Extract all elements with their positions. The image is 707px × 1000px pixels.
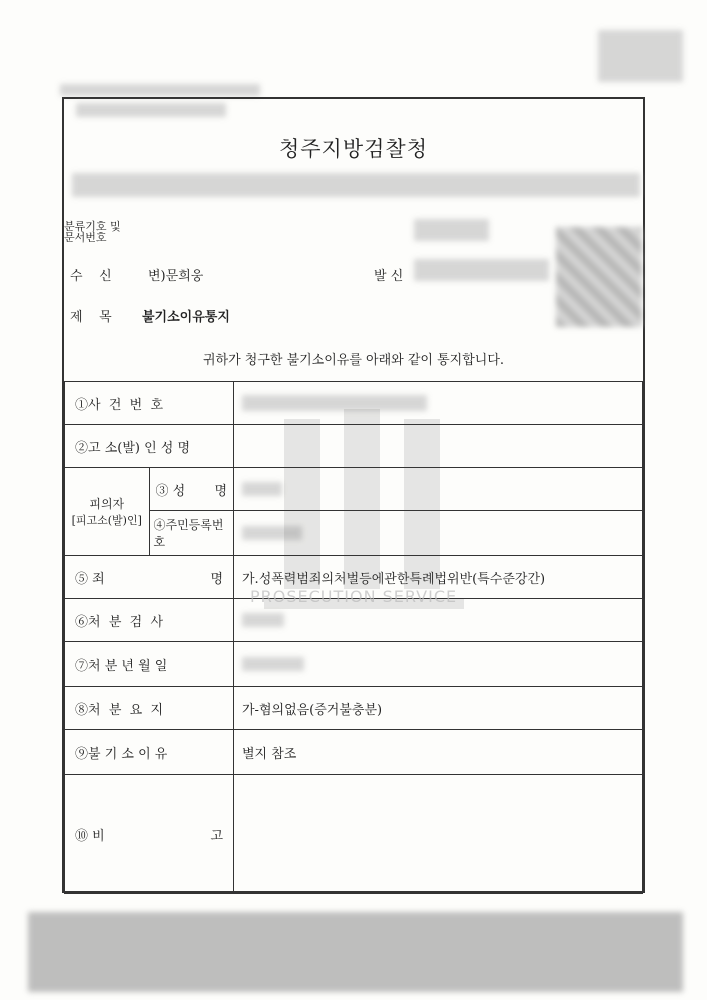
date-label: ⑦처 분 년 월 일 xyxy=(65,642,234,687)
redacted-case-number xyxy=(242,395,427,411)
resident-id-label: ④주민등록번호 xyxy=(149,511,234,556)
disposition-value: 가-혐의없음(증거불충분) xyxy=(234,687,643,730)
recipient-value: 변)문희웅 xyxy=(148,269,204,284)
complainant-value xyxy=(234,425,643,468)
document-title: 청주지방검찰청 xyxy=(278,137,428,161)
redacted-date xyxy=(242,657,304,671)
redacted-address-line xyxy=(72,173,640,197)
subject-value: 불기소이유통지 xyxy=(142,310,230,325)
redacted-header-left xyxy=(60,84,260,96)
disposition-label: ⑧처 분 요 지 xyxy=(65,687,234,730)
remarks-label: ⑩ 비 고 xyxy=(65,775,234,894)
subject-label: 제 목 xyxy=(70,310,112,325)
table-row xyxy=(65,382,643,425)
redacted-resident-id xyxy=(242,526,302,540)
case-number-label: ①사 건 번 호 xyxy=(65,382,234,425)
crime-value: 가.성폭력범죄의처벌등에관한특례법위반(특수준강간) xyxy=(234,556,643,599)
crime-label: ⑤ 죄 명 xyxy=(65,556,234,599)
table-row xyxy=(65,468,643,511)
table-row xyxy=(65,642,643,687)
classification-label: 분류기호 및 문서번호 xyxy=(64,220,121,244)
reason-label: ⑨불 기 소 이 유 xyxy=(65,730,234,775)
redacted-name xyxy=(242,482,282,496)
remarks-value xyxy=(234,775,643,894)
table-row xyxy=(65,730,643,775)
prosecutor-label: ⑥처 분 검 사 xyxy=(65,599,234,642)
name-value xyxy=(234,468,643,511)
redacted-prosecutor xyxy=(242,613,284,627)
table-row xyxy=(65,425,643,468)
disposition-table xyxy=(64,381,643,894)
table-row xyxy=(65,511,643,556)
complainant-label: ②고 소(발) 인 성 명 xyxy=(65,425,234,468)
table-row xyxy=(65,687,643,730)
suspect-group-label: 피의자 [피고소(발)인] xyxy=(65,468,150,556)
sender-label: 발 신 xyxy=(374,269,404,284)
name-label: ③ 성 명 xyxy=(149,468,234,511)
case-number-value xyxy=(234,382,643,425)
recipient-label: 수 신 xyxy=(70,269,112,284)
redacted-document-number xyxy=(414,219,489,241)
redacted-header-right xyxy=(598,30,683,82)
table-row xyxy=(65,775,643,894)
redacted-top-line xyxy=(76,103,226,117)
date-value xyxy=(234,642,643,687)
redacted-seal xyxy=(556,227,642,327)
redacted-footer xyxy=(28,912,683,992)
reason-value: 별지 참조 xyxy=(234,730,643,775)
redacted-sender xyxy=(414,259,549,281)
resident-id-value xyxy=(234,511,643,556)
watermark-text: PROSECUTION SERVICE xyxy=(250,587,458,606)
notice-text: 귀하가 청구한 불기소이유를 아래와 같이 통지합니다. xyxy=(202,353,505,368)
document-frame xyxy=(62,97,645,893)
